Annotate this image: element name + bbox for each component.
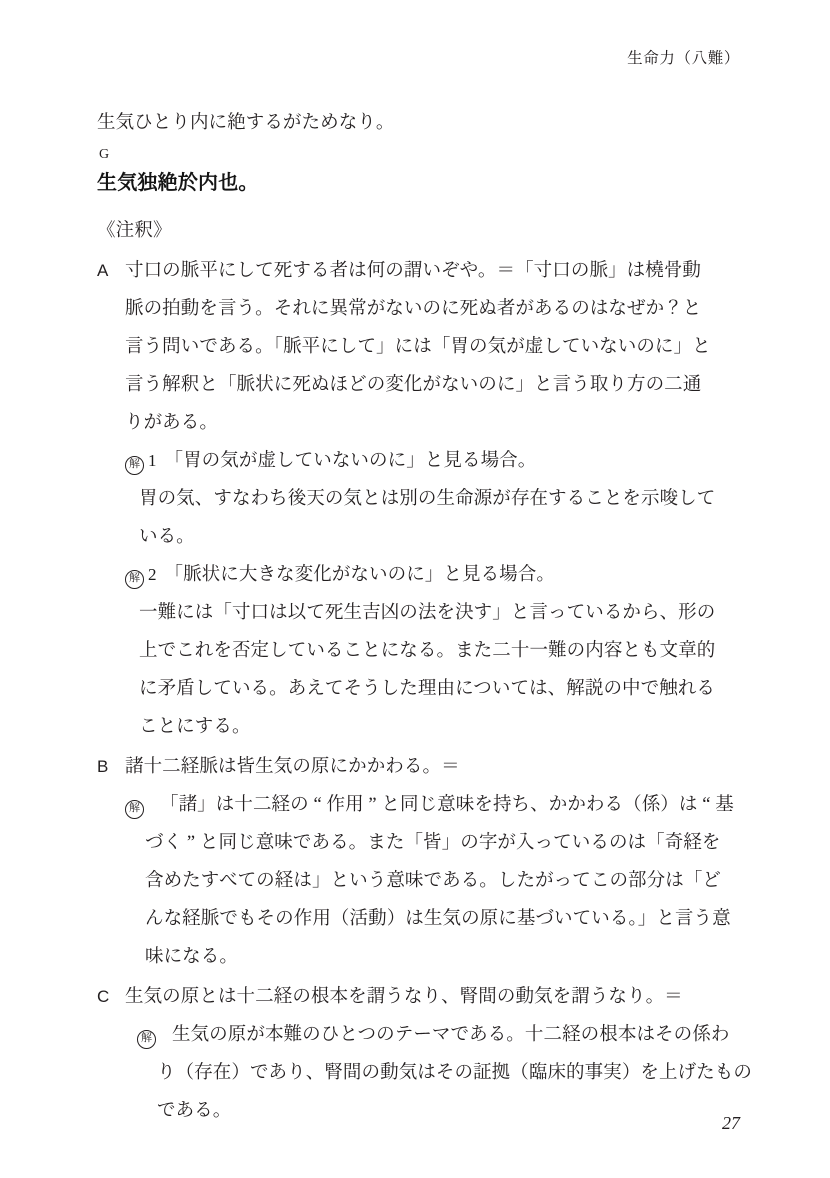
item-letter-a: A <box>97 261 109 280</box>
kai-b-line-3: んな経脈でもその作用（活動）は生気の原に基づいている。」と言う意 <box>145 909 731 929</box>
page-number: 27 <box>722 1113 740 1133</box>
kai-a2-line-1: 一難には「寸口は以て死生吉凶の法を決す」と言っているから、形の <box>139 603 716 623</box>
yomikudashi-line: 生気ひとり内に絶するがためなり。 <box>97 113 395 133</box>
item-b-line-1: 諸十二経脈は皆生気の原にかかわる。＝ <box>125 757 460 777</box>
kai-block-c <box>137 1016 752 1130</box>
kai-number-a2: 2 <box>148 565 157 584</box>
circled-kai-icon: 解 <box>125 800 144 819</box>
kai-c-line-1: り（存在）であり、腎間の動気はその証拠（臨床的事実）を上げたもの <box>157 1063 752 1083</box>
kai-a2-line-3: に矛盾している。あえてそうした理由については、解説の中で触れる <box>139 679 716 699</box>
running-head: 生命力（八難） <box>627 50 740 67</box>
kai-block-a1 <box>125 442 742 556</box>
kai-a2-line-4: ことにする。 <box>139 717 251 737</box>
kai-b-first-line: 「諸」は十二経の “ 作用 ” と同じ意味を持ち、かかわる（係）は “ 基 <box>160 795 734 815</box>
kai-a1-first-line: 「胃の気が虚していないのに」と見る場合。 <box>164 451 537 471</box>
circled-kai-icon: 解 <box>125 456 144 475</box>
kanbun-line: 生気独絶於内也。 <box>97 172 259 194</box>
annotation-item-c <box>97 978 752 1130</box>
kai-block-a2 <box>125 556 742 746</box>
kai-a1-line-1: 胃の気、すなわち後天の気とは別の生命源が存在することを示唆して <box>139 489 716 509</box>
kai-c-line-2: である。 <box>157 1101 232 1121</box>
item-a-line-1: 寸口の脈平にして死する者は何の謂いぞや。＝「寸口の脈」は橈骨動 <box>125 261 702 281</box>
item-letter-c: C <box>97 987 110 1006</box>
kai-a1-line-2: いる。 <box>139 527 195 547</box>
kai-b-line-4: 味になる。 <box>145 947 238 967</box>
kai-a2-first-line: 「脈状に大きな変化がないのに」と見る場合。 <box>164 565 555 585</box>
annotation-heading: 《注釈》 <box>97 221 172 241</box>
source-label-g: G <box>99 147 110 162</box>
item-a-line-5: りがある。 <box>125 413 218 433</box>
item-c-line-1: 生気の原とは十二経の根本を謂うなり、腎間の動気を謂うなり。＝ <box>125 987 683 1007</box>
item-letter-b: B <box>97 757 109 776</box>
annotation-item-b <box>97 748 742 976</box>
kai-block-b <box>125 786 742 976</box>
kai-c-first-line: 生気の原が本難のひとつのテーマである。十二経の根本はその係わ <box>172 1025 730 1045</box>
annotation-item-a <box>97 252 742 746</box>
kai-number-a1: 1 <box>148 451 157 470</box>
page-body <box>97 104 752 1130</box>
item-a-line-2: 脈の拍動を言う。それに異常がないのに死ぬ者があるのはなぜか？と <box>125 299 702 319</box>
item-a-line-3: 言う問いである。「脈平にして」には「胃の気が虚していないのに」と <box>125 337 711 357</box>
kai-b-line-1: づく ” と同じ意味である。また「皆」の字が入っているのは「奇経を <box>145 833 721 853</box>
kai-b-line-2: 含めたすべての経は」という意味である。したがってこの部分は「ど <box>145 871 722 891</box>
circled-kai-icon: 解 <box>137 1030 156 1049</box>
kai-a2-line-2: 上でこれを否定していることになる。また二十一難の内容とも文章的 <box>139 641 716 661</box>
item-a-line-4: 言う解釈と「脈状に死ぬほどの変化がないのに」と言う取り方の二通 <box>125 375 702 395</box>
circled-kai-icon: 解 <box>125 570 144 589</box>
